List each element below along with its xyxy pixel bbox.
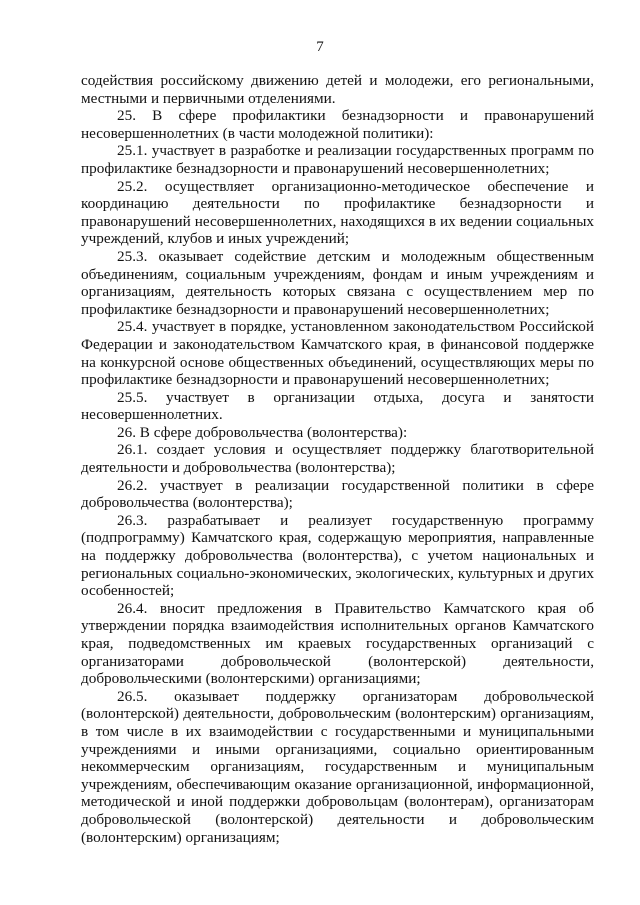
paragraph-25-2: 25.2. осуществляет организационно-методическое обеспечение и координацию деятельности по профилактике безнадзорности и правонарушений несовершеннолетних, находящихся в их ведении социальных учреждений, клубов и иных учреждений; — [81, 177, 594, 248]
paragraph-25-1: 25.1. участвует в разработке и реализации государственных программ по профилактике безнадзорности и правонарушений несовершеннолетних; — [81, 142, 594, 177]
document-body — [81, 72, 594, 846]
paragraph-26-5: 26.5. оказывает поддержку организаторам добровольческой (волонтерской) деятельности, добровольческим (волонтерским) организациям, в том числе в их взаимодействии с государственными и муниципальными учреждениями и иными организациями, социально ориентированным некоммерческим организациям, государственным и муниципальным учреждениям, обеспечивающим оказание организационной, информационной, методической и иной поддержки добровольцам (волонтерам), организаторам добровольческой (волонтерской) деятельности и добровольческим (волонтерским) организациям; — [81, 687, 594, 846]
paragraph-26: 26. В сфере добровольчества (волонтерства): — [117, 423, 408, 441]
paragraph-26-3: 26.3. разрабатывает и реализует государственную программу (подпрограмму) Камчатского края, содержащую мероприятия, направленные на поддержку добровольчества (волонтерства), с учетом национальных и региональных социально-экономических, экологических, культурных и других особенностей; — [81, 511, 594, 600]
paragraph-25-3: 25.3. оказывает содействие детским и молодежным общественным объединениям, социальным учреждениям, фондам и иным учреждениям и организациям, деятельность которых связана с осуществлением мер по профилактике безнадзорности и правонарушений несовершеннолетних; — [81, 247, 594, 318]
page-number: 7 — [316, 39, 324, 55]
paragraph-25-5: 25.5. участвует в организации отдыха, досуга и занятости несовершеннолетних. — [81, 388, 594, 424]
paragraph-26-1: 26.1. создает условия и осуществляет поддержку благотворительной деятельности и добровольчества (волонтерства); — [81, 441, 594, 477]
paragraph-25-4: 25.4. участвует в порядке, установленном законодательством Российской Федерации и законодательством Камчатского края, в финансовой поддержке на конкурсной основе общественных объединений, осуществляющих меры по профилактике безнадзорности и правонарушений несовершеннолетних; — [81, 318, 594, 389]
paragraph-25: 25. В сфере профилактики безнадзорности и правонарушений несовершеннолетних (в части молодежной политики): — [81, 107, 594, 142]
paragraph-26-4: 26.4. вносит предложения в Правительство Камчатского края об утверждении порядка взаимодействия исполнительных органов Камчатского края, подведомственных им краевых государственных организаций с организаторами добровольческой (волонтерской) деятельности, добровольческими (волонтерскими) организациями; — [81, 599, 594, 688]
paragraph-26-2: 26.2. участвует в реализации государственной политики в сфере добровольчества (волонтерства); — [81, 476, 594, 512]
paragraph-continuation: содействия российскому движению детей и молодежи, его региональными, местными и первичными отделениями. — [81, 72, 594, 107]
